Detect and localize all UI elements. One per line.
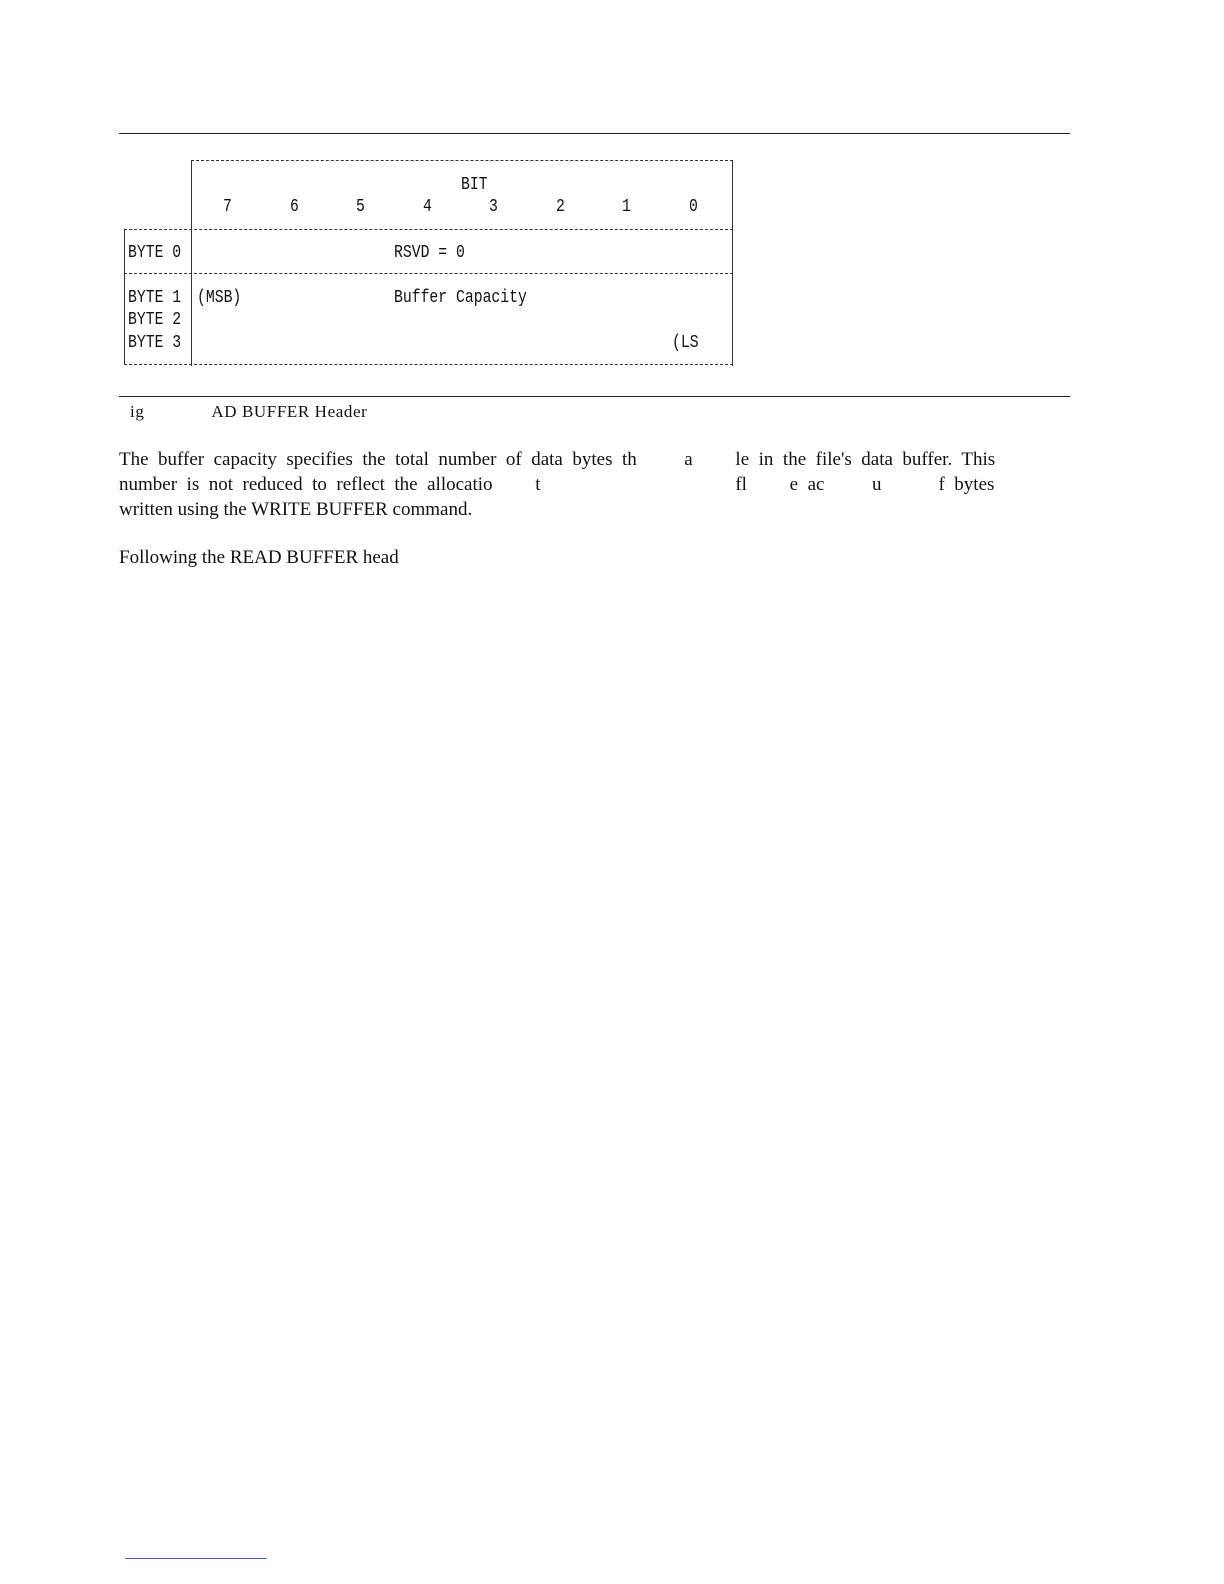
rsvd-field: RSVD = 0	[394, 243, 465, 263]
byte-1-label: BYTE 1	[128, 288, 182, 308]
top-rule	[119, 133, 1070, 134]
bottom-rule	[119, 396, 1070, 397]
header-top-border	[191, 160, 733, 161]
byte-3-label: BYTE 3	[128, 333, 182, 353]
paragraph-line: Following the READ BUFFER head	[119, 547, 399, 568]
byte-2-label: BYTE 2	[128, 310, 182, 330]
paragraph-buffer-capacity	[119, 447, 1070, 522]
row-separator-0	[124, 229, 733, 230]
field-right-border	[732, 160, 733, 366]
bit-7: 7	[223, 197, 232, 217]
row-separator-1	[124, 273, 733, 274]
paragraph-line: The buffer capacity specifies the total number of data bytes th a le in the file's data buffer. This	[119, 449, 996, 470]
bit-1: 1	[622, 197, 631, 217]
bit-0: 0	[689, 197, 698, 217]
figure-caption: ig AD BUFFER Header	[130, 402, 368, 421]
table-bottom-border	[124, 364, 733, 365]
bit-2: 2	[556, 197, 565, 217]
paragraph-line: written using the WRITE BUFFER command.	[119, 499, 473, 520]
footnote-rule	[125, 1558, 267, 1559]
paragraph-following	[119, 545, 1070, 570]
bit-5: 5	[356, 197, 365, 217]
bit-6: 6	[290, 197, 299, 217]
lsb-marker: (LS	[672, 333, 699, 353]
buffer-capacity-field: Buffer Capacity	[394, 288, 527, 308]
field-left-border	[191, 160, 192, 366]
paragraph-line: number is not reduced to reflect the allocatio t fl e ac u f bytes	[119, 474, 995, 495]
byte-0-label: BYTE 0	[128, 243, 182, 263]
bit-label: BIT	[461, 175, 488, 195]
bit-4: 4	[423, 197, 432, 217]
bit-3: 3	[489, 197, 498, 217]
byte-column-left-border	[124, 229, 125, 365]
msb-marker: (MSB)	[197, 288, 242, 308]
